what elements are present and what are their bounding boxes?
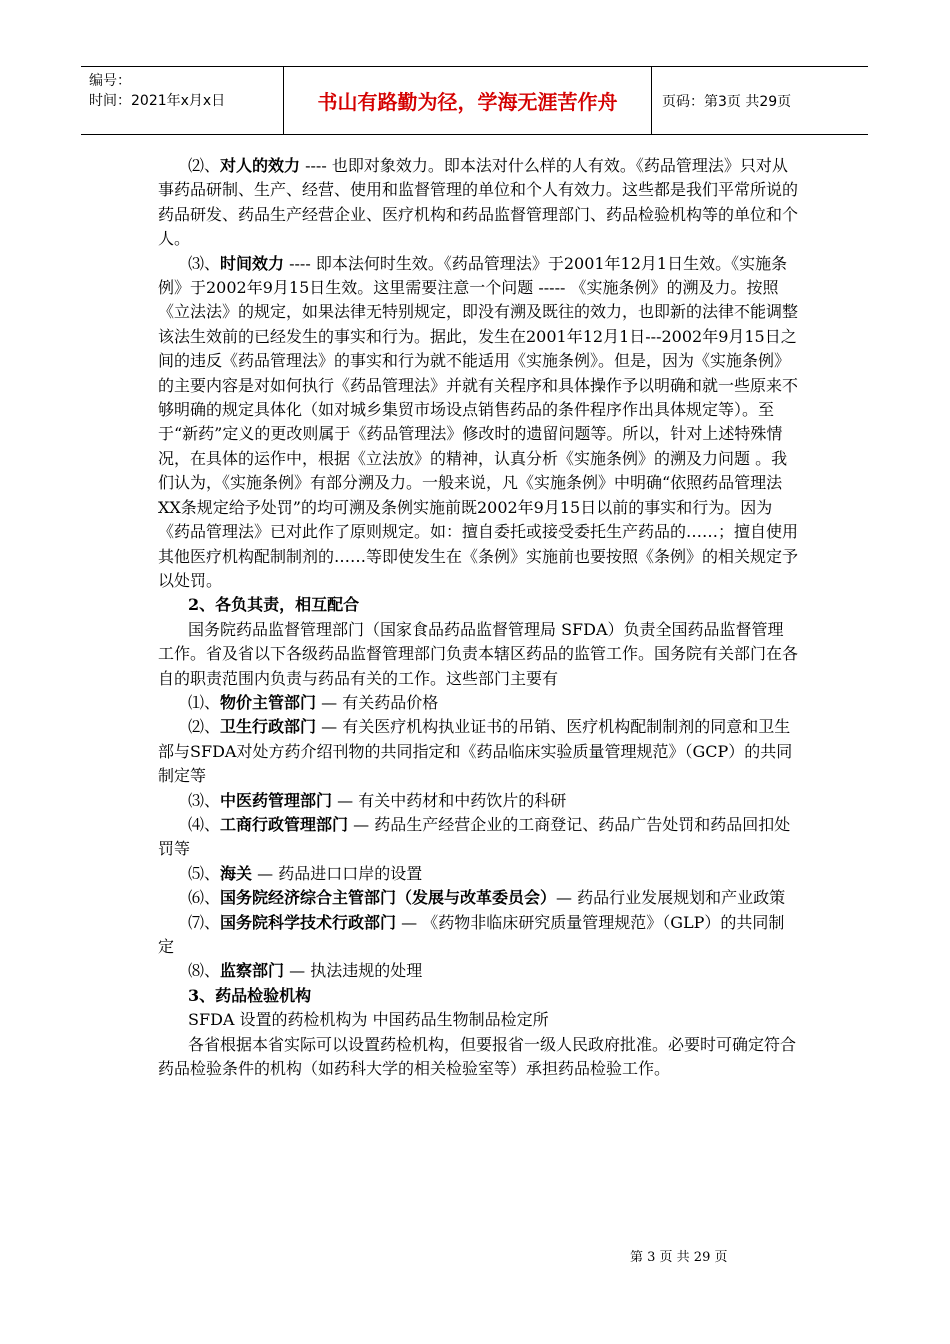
paragraph-text: ---- 也即对象效力。即本法对什么样的人有效。《药品管理法》只对从事药品研制、生产、经营、使用和监督管理的单位和个人有效力。这些都是我们平常所说的药品研发、药品生产经营企业、医疗机构和药品监督管理部门、药品检验机构等的单位和个人。 (158, 156, 799, 249)
list-item (158, 715, 798, 788)
list-item (158, 862, 798, 886)
item-heading: 中医药管理部门 (220, 790, 333, 810)
paragraph (158, 1033, 798, 1082)
item-heading: 对人的效力 (220, 156, 301, 175)
paragraph (158, 618, 798, 691)
item-heading: 监察部门 (220, 961, 285, 981)
item-prefix: ⑸、 (188, 863, 221, 883)
item-text: — 有关药品价格 (316, 692, 439, 712)
paragraph (158, 154, 798, 252)
item-heading: 国务院科学技术行政部门 (220, 912, 397, 932)
item-text: — 有关中药材和中药饮片的科研 (332, 790, 567, 810)
item-text: — 药品生产经营企业的工商登记、药品广告处罚和药品回扣处罚等 (158, 814, 791, 859)
page-header (81, 66, 868, 135)
item-heading: 物价主管部门 (220, 692, 317, 712)
list-item (158, 886, 798, 910)
item-prefix: ⑹、 (188, 888, 221, 908)
header-page-info: 页码：第3页 共29页 (662, 93, 792, 110)
item-text: — 执法违规的处理 (284, 961, 423, 981)
list-item (158, 911, 798, 960)
item-prefix: ⑶、 (188, 790, 221, 810)
paragraph (158, 252, 798, 594)
list-item (158, 691, 798, 715)
paragraph (158, 1008, 798, 1032)
item-heading: 工商行政管理部门 (220, 814, 349, 834)
item-text: — 有关医疗机构执业证书的吊销、医疗机构配制制剂的同意和卫生部与SFDA对处方药介绍刊物的共同指定和《药品临床实验质量管理规范》（GCP）的共同制定等 (158, 717, 793, 786)
item-text: — 药品进口口岸的设置 (252, 863, 423, 883)
section-heading (158, 593, 798, 617)
page-footer: 第 3 页 共 29 页 (630, 1250, 728, 1265)
item-prefix: ⑻、 (188, 961, 221, 981)
item-prefix: ⑵、 (188, 717, 221, 737)
list-item (158, 789, 798, 813)
number-label: 编号： (89, 73, 131, 89)
section-heading (158, 984, 798, 1008)
item-prefix: ⑵、 (188, 156, 221, 175)
time-label: 时间：2021年x月x日 (89, 93, 226, 109)
item-heading: 海关 (220, 863, 253, 883)
item-heading: 国务院经济综合主管部门（发展与改革委员会） (220, 888, 557, 908)
section-heading-text: 3、药品检验机构 (188, 985, 312, 1005)
item-prefix: ⑴、 (188, 692, 221, 712)
item-text: — 药品行业发展规划和产业政策 (556, 888, 786, 908)
item-prefix: ⑺、 (188, 912, 221, 932)
paragraph-text: 各省根据本省实际可以设置药检机构，但要报省一级人民政府批准。必要时可确定符合药品检验条件的机构（如药科大学的相关检验室等）承担药品检验工作。 (158, 1034, 797, 1079)
paragraph-text: SFDA 设置的药检机构为 中国药品生物制品检定所 (188, 1010, 549, 1030)
header-slogan: 书山有路勤为径，学海无涯苦作舟 (284, 67, 652, 134)
paragraph-text: 国务院药品监督管理部门（国家食品药品监督管理局 SFDA）负责全国药品监督管理工作。省及省以下各级药品监督管理部门负责本辖区药品的监管工作。国务院有关部门在各自的职责范围内负责与药品有关的工作。这些部门主要有 (158, 619, 799, 688)
paragraph-text: ---- 即本法何时生效。《药品管理法》于2001年12月1日生效。《实施条例》于2002年9月15日生效。这里需要注意一个问题 ----- 《实施条例》的溯及力。按照《立法法》的规定，如果法律无特别规定，即没有溯及既往的效力，也即新的法律不能调整该法生效前的已经发生的事实和行为。据此，发生在2001年12月1日---2002年9月15日之间的违反《药品管理法》的事实和行为就不能适用《实施条例》。但是，因为《实施条例》的主要内容是对如何执行《药品管理法》并就有关程序和具体操作予以明确和就一些原来不够明确的规定具体化（如对城乡集贸市场设点销售药品的条件程序作出具体规定等）。至于“新药”定义的更改则属于《药品管理法》修改时的遗留问题等。所以，针对上述特殊情况，在具体的运作中，根据《立法放》的精神，认真分析《实施条例》的溯及力问题 。我们认为，《实施条例》有部分溯及力。一般来说，凡《实施条例》中明确“依照药品管理法XX条规定给予处罚”的均可溯及条例实施前既2002年9月15日以前的事实和行为。因为《药品管理法》已对此作了原则规定。如：擅自委托或接受委托生产药品的……；擅自使用其他医疗机构配制制剂的……等即使发生在《条例》实施前也要按照《条例》的相关规定予以处罚。 (158, 253, 799, 590)
item-text: — 《药物非临床研究质量管理规范》（GLP）的共同制定 (158, 912, 785, 956)
item-heading: 卫生行政部门 (220, 717, 317, 737)
item-prefix: ⑶、 (188, 253, 221, 273)
list-item (158, 959, 798, 983)
item-heading: 时间效力 (220, 253, 285, 273)
list-item (158, 813, 798, 862)
header-meta (81, 67, 284, 134)
item-prefix: ⑷、 (188, 814, 221, 834)
section-heading-text: 2、各负其责，相互配合 (188, 595, 360, 615)
document-body (158, 154, 798, 1081)
